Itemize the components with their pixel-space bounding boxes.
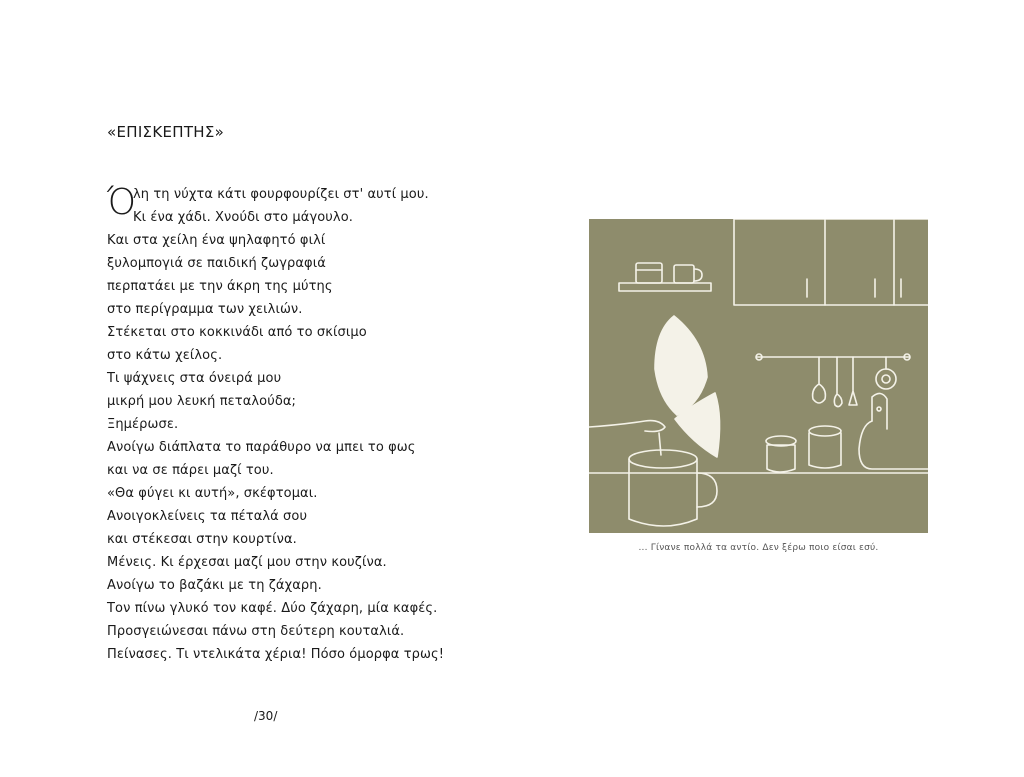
poem-line: Ανοιγοκλείνεις τα πέταλά σου — [107, 509, 308, 524]
poem-line: Στέκεται στο κοκκινάδι από το σκίσιμο — [107, 325, 367, 340]
poem-line: Και στα χείλη ένα ψηλαφητό φιλί — [107, 233, 326, 248]
poem-line: Κι ένα χάδι. Χνούδι στο μάγουλο. — [133, 210, 354, 225]
poem-line: Προσγειώνεσαι πάνω στη δεύτερη κουταλιά. — [107, 624, 405, 639]
poem-line: «Θα φύγει κι αυτή», σκέφτομαι. — [107, 486, 318, 501]
poem-line: Ξημέρωσε. — [107, 417, 179, 432]
poem-line: Ανοίγω διάπλατα το παράθυρο να μπει το φως — [107, 440, 416, 455]
poem-line: Τι ψάχνεις στα όνειρά μου — [107, 371, 282, 386]
poem-line: λη τη νύχτα κάτι φουρφουρίζει στ' αυτί μου. — [133, 187, 429, 202]
poem-title: «ΕΠΙΣΚΕΠΤΗΣ» — [107, 123, 225, 141]
page-number: /30/ — [254, 709, 278, 723]
poem-line: στο περίγραμμα των χειλιών. — [107, 302, 303, 317]
poem-line: μικρή μου λευκή πεταλούδα; — [107, 394, 297, 409]
poem-line: περπατάει με την άκρη της μύτης — [107, 279, 333, 294]
poem-line: Ανοίγω το βαζάκι με τη ζάχαρη. — [107, 578, 322, 593]
kitchen-butterfly-illustration — [589, 219, 928, 533]
drop-cap: Ό — [107, 182, 137, 223]
illustration-caption: ... Γίνανε πολλά τα αντίο. Δεν ξέρω ποιο είσαι εσύ. — [638, 543, 879, 553]
poem-line: και να σε πάρει μαζί του. — [107, 463, 274, 478]
poem-line: Μένεις. Κι έρχεσαι μαζί μου στην κουζίνα. — [107, 555, 387, 570]
poem-line: Πείνασες. Τι ντελικάτα χέρια! Πόσο όμορφα τρως! — [107, 647, 444, 662]
poem-line: ξυλομπογιά σε παιδική ζωγραφιά — [107, 256, 326, 271]
poem-line: στο κάτω χείλος. — [107, 348, 223, 363]
poem-line: και στέκεσαι στην κουρτίνα. — [107, 532, 297, 547]
poem-line: Τον πίνω γλυκό τον καφέ. Δύο ζάχαρη, μία καφές. — [107, 601, 438, 616]
